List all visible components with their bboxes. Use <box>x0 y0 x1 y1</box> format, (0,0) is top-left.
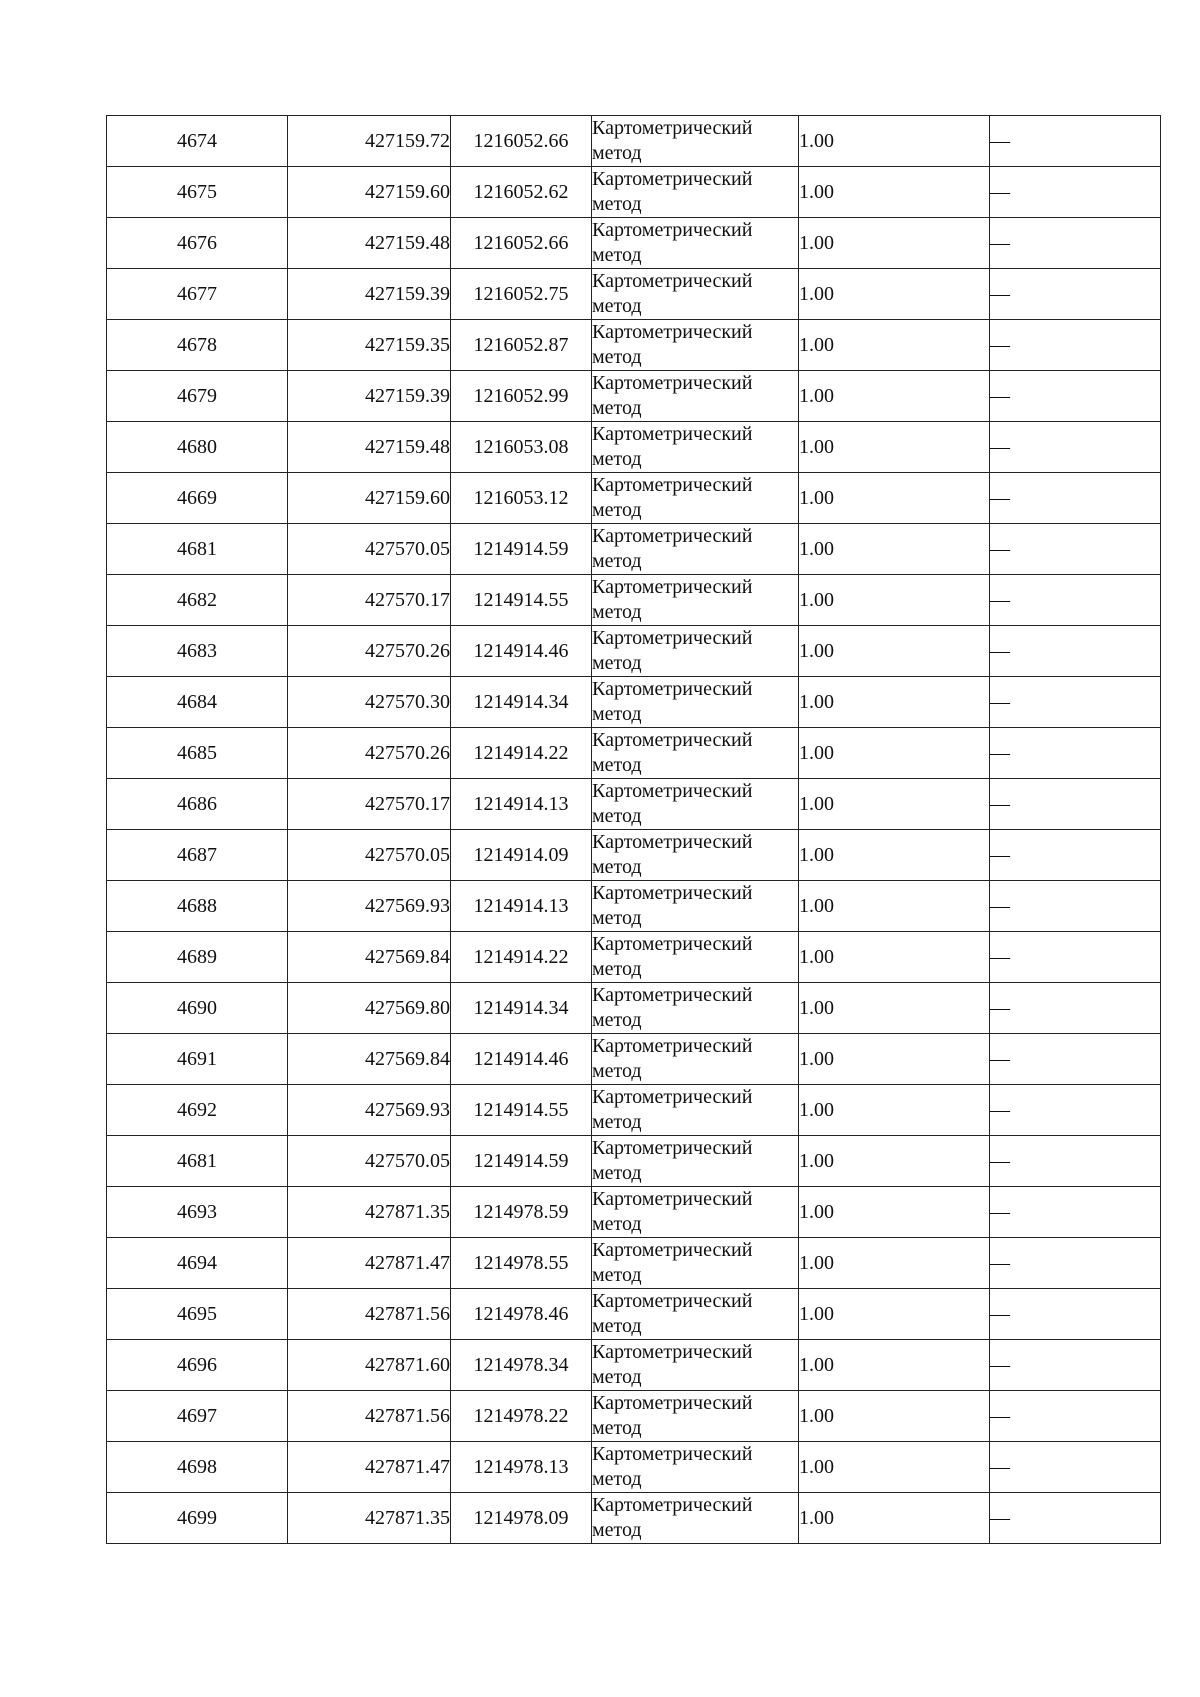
point-number-cell: 4682 <box>107 575 288 626</box>
accuracy-cell: 1.00 <box>799 524 990 575</box>
method-label-line1: Картометрический <box>592 1086 753 1108</box>
method-cell <box>592 1187 799 1238</box>
accuracy-cell: 1.00 <box>799 473 990 524</box>
point-number-cell: 4677 <box>107 269 288 320</box>
method-label-line2: метод <box>592 907 642 929</box>
point-number-cell: 4695 <box>107 1289 288 1340</box>
x-coordinate-cell: 427569.93 <box>288 1085 451 1136</box>
x-coordinate-cell: 427570.05 <box>288 1136 451 1187</box>
accuracy-cell: 1.00 <box>799 1289 990 1340</box>
point-number-cell: 4698 <box>107 1442 288 1493</box>
table-row <box>107 1187 1161 1238</box>
accuracy-cell: 1.00 <box>799 320 990 371</box>
method-label-line2: метод <box>592 1264 642 1286</box>
description-cell: — <box>990 728 1161 779</box>
description-cell: — <box>990 575 1161 626</box>
y-coordinate-cell: 1216052.66 <box>451 218 592 269</box>
point-number-cell: 4691 <box>107 1034 288 1085</box>
method-label-line2: метод <box>592 397 642 419</box>
method-label-line2: метод <box>592 1060 642 1082</box>
x-coordinate-cell: 427570.26 <box>288 728 451 779</box>
description-cell: — <box>990 473 1161 524</box>
method-label-line2: метод <box>592 1519 642 1541</box>
method-cell <box>592 1238 799 1289</box>
x-coordinate-cell: 427159.60 <box>288 167 451 218</box>
x-coordinate-cell: 427570.05 <box>288 524 451 575</box>
accuracy-cell: 1.00 <box>799 371 990 422</box>
method-label-line1: Картометрический <box>592 525 753 547</box>
method-label-line1: Картометрический <box>592 1035 753 1057</box>
method-cell <box>592 1442 799 1493</box>
accuracy-cell: 1.00 <box>799 575 990 626</box>
x-coordinate-cell: 427159.39 <box>288 371 451 422</box>
method-label-line2: метод <box>592 1213 642 1235</box>
description-cell: — <box>990 626 1161 677</box>
description-cell: — <box>990 1238 1161 1289</box>
accuracy-cell: 1.00 <box>799 830 990 881</box>
description-cell: — <box>990 218 1161 269</box>
method-cell <box>592 371 799 422</box>
method-label-line2: метод <box>592 754 642 776</box>
x-coordinate-cell: 427569.93 <box>288 881 451 932</box>
y-coordinate-cell: 1214978.13 <box>451 1442 592 1493</box>
table-row <box>107 320 1161 371</box>
x-coordinate-cell: 427570.30 <box>288 677 451 728</box>
accuracy-cell: 1.00 <box>799 167 990 218</box>
description-cell: — <box>990 1340 1161 1391</box>
table-row <box>107 575 1161 626</box>
y-coordinate-cell: 1214914.22 <box>451 728 592 779</box>
table-row <box>107 1136 1161 1187</box>
method-label-line2: метод <box>592 193 642 215</box>
x-coordinate-cell: 427871.47 <box>288 1238 451 1289</box>
y-coordinate-cell: 1216053.12 <box>451 473 592 524</box>
method-cell <box>592 779 799 830</box>
table-row <box>107 167 1161 218</box>
description-cell: — <box>990 1493 1161 1544</box>
method-label-line2: метод <box>592 1111 642 1133</box>
method-label-line1: Картометрический <box>592 1188 753 1210</box>
description-cell: — <box>990 1289 1161 1340</box>
method-cell <box>592 677 799 728</box>
method-label-line1: Картометрический <box>592 117 753 139</box>
table-row <box>107 1391 1161 1442</box>
method-cell <box>592 932 799 983</box>
table-row <box>107 983 1161 1034</box>
method-label-line1: Картометрический <box>592 219 753 241</box>
accuracy-cell: 1.00 <box>799 779 990 830</box>
x-coordinate-cell: 427159.48 <box>288 218 451 269</box>
accuracy-cell: 1.00 <box>799 1442 990 1493</box>
y-coordinate-cell: 1214978.09 <box>451 1493 592 1544</box>
accuracy-cell: 1.00 <box>799 1493 990 1544</box>
method-label-line2: метод <box>592 550 642 572</box>
table-row <box>107 473 1161 524</box>
point-number-cell: 4678 <box>107 320 288 371</box>
method-label-line1: Картометрический <box>592 1137 753 1159</box>
x-coordinate-cell: 427569.84 <box>288 932 451 983</box>
method-cell <box>592 1391 799 1442</box>
method-label-line1: Картометрический <box>592 576 753 598</box>
description-cell: — <box>990 932 1161 983</box>
method-label-line2: метод <box>592 1366 642 1388</box>
method-label-line1: Картометрический <box>592 1290 753 1312</box>
point-number-cell: 4684 <box>107 677 288 728</box>
point-number-cell: 4674 <box>107 116 288 167</box>
point-number-cell: 4681 <box>107 524 288 575</box>
x-coordinate-cell: 427871.35 <box>288 1187 451 1238</box>
method-label-line1: Картометрический <box>592 729 753 751</box>
method-label-line1: Картометрический <box>592 1239 753 1261</box>
method-label-line2: метод <box>592 703 642 725</box>
method-cell <box>592 1493 799 1544</box>
method-cell <box>592 116 799 167</box>
method-cell <box>592 269 799 320</box>
coordinates-table-body <box>107 116 1161 1544</box>
method-cell <box>592 1289 799 1340</box>
point-number-cell: 4696 <box>107 1340 288 1391</box>
y-coordinate-cell: 1214978.22 <box>451 1391 592 1442</box>
x-coordinate-cell: 427159.35 <box>288 320 451 371</box>
coordinates-table <box>106 115 1161 1544</box>
accuracy-cell: 1.00 <box>799 422 990 473</box>
table-row <box>107 881 1161 932</box>
method-label-line2: метод <box>592 958 642 980</box>
method-label-line1: Картометрический <box>592 882 753 904</box>
description-cell: — <box>990 1187 1161 1238</box>
table-row <box>107 1442 1161 1493</box>
table-row <box>107 524 1161 575</box>
x-coordinate-cell: 427871.60 <box>288 1340 451 1391</box>
x-coordinate-cell: 427871.56 <box>288 1289 451 1340</box>
table-row <box>107 1493 1161 1544</box>
point-number-cell: 4669 <box>107 473 288 524</box>
x-coordinate-cell: 427159.72 <box>288 116 451 167</box>
method-cell <box>592 575 799 626</box>
x-coordinate-cell: 427570.05 <box>288 830 451 881</box>
accuracy-cell: 1.00 <box>799 1136 990 1187</box>
point-number-cell: 4683 <box>107 626 288 677</box>
method-label-line1: Картометрический <box>592 933 753 955</box>
accuracy-cell: 1.00 <box>799 218 990 269</box>
accuracy-cell: 1.00 <box>799 1340 990 1391</box>
x-coordinate-cell: 427871.35 <box>288 1493 451 1544</box>
accuracy-cell: 1.00 <box>799 1034 990 1085</box>
method-cell <box>592 1340 799 1391</box>
point-number-cell: 4687 <box>107 830 288 881</box>
table-row <box>107 1034 1161 1085</box>
y-coordinate-cell: 1214978.59 <box>451 1187 592 1238</box>
y-coordinate-cell: 1214914.13 <box>451 881 592 932</box>
method-cell <box>592 626 799 677</box>
accuracy-cell: 1.00 <box>799 1187 990 1238</box>
method-label-line2: метод <box>592 805 642 827</box>
y-coordinate-cell: 1216052.75 <box>451 269 592 320</box>
method-label-line1: Картометрический <box>592 321 753 343</box>
accuracy-cell: 1.00 <box>799 116 990 167</box>
table-row <box>107 218 1161 269</box>
accuracy-cell: 1.00 <box>799 1085 990 1136</box>
point-number-cell: 4688 <box>107 881 288 932</box>
description-cell: — <box>990 1391 1161 1442</box>
y-coordinate-cell: 1214914.34 <box>451 983 592 1034</box>
method-label-line2: метод <box>592 346 642 368</box>
table-row <box>107 269 1161 320</box>
point-number-cell: 4676 <box>107 218 288 269</box>
description-cell: — <box>990 524 1161 575</box>
description-cell: — <box>990 677 1161 728</box>
method-cell <box>592 728 799 779</box>
method-cell <box>592 218 799 269</box>
y-coordinate-cell: 1214914.55 <box>451 1085 592 1136</box>
y-coordinate-cell: 1214978.55 <box>451 1238 592 1289</box>
y-coordinate-cell: 1216052.87 <box>451 320 592 371</box>
accuracy-cell: 1.00 <box>799 983 990 1034</box>
method-cell <box>592 830 799 881</box>
description-cell: — <box>990 371 1161 422</box>
x-coordinate-cell: 427570.17 <box>288 779 451 830</box>
x-coordinate-cell: 427569.84 <box>288 1034 451 1085</box>
description-cell: — <box>990 320 1161 371</box>
y-coordinate-cell: 1214914.46 <box>451 626 592 677</box>
y-coordinate-cell: 1216053.08 <box>451 422 592 473</box>
y-coordinate-cell: 1214978.34 <box>451 1340 592 1391</box>
method-label-line2: метод <box>592 1009 642 1031</box>
description-cell: — <box>990 269 1161 320</box>
x-coordinate-cell: 427569.80 <box>288 983 451 1034</box>
method-cell <box>592 422 799 473</box>
method-label-line1: Картометрический <box>592 1494 753 1516</box>
method-label-line2: метод <box>592 295 642 317</box>
description-cell: — <box>990 779 1161 830</box>
y-coordinate-cell: 1214914.34 <box>451 677 592 728</box>
point-number-cell: 4697 <box>107 1391 288 1442</box>
accuracy-cell: 1.00 <box>799 728 990 779</box>
description-cell: — <box>990 1136 1161 1187</box>
y-coordinate-cell: 1214914.46 <box>451 1034 592 1085</box>
accuracy-cell: 1.00 <box>799 1391 990 1442</box>
method-cell <box>592 320 799 371</box>
table-row <box>107 932 1161 983</box>
method-label-line1: Картометрический <box>592 423 753 445</box>
table-row <box>107 779 1161 830</box>
description-cell: — <box>990 983 1161 1034</box>
method-cell <box>592 983 799 1034</box>
table-row <box>107 677 1161 728</box>
table-row <box>107 830 1161 881</box>
method-label-line2: метод <box>592 142 642 164</box>
method-label-line1: Картометрический <box>592 831 753 853</box>
method-cell <box>592 1136 799 1187</box>
method-label-line2: метод <box>592 448 642 470</box>
y-coordinate-cell: 1214914.59 <box>451 1136 592 1187</box>
x-coordinate-cell: 427871.47 <box>288 1442 451 1493</box>
x-coordinate-cell: 427570.26 <box>288 626 451 677</box>
point-number-cell: 4685 <box>107 728 288 779</box>
point-number-cell: 4680 <box>107 422 288 473</box>
point-number-cell: 4692 <box>107 1085 288 1136</box>
method-cell <box>592 473 799 524</box>
method-cell <box>592 1085 799 1136</box>
accuracy-cell: 1.00 <box>799 881 990 932</box>
method-label-line1: Картометрический <box>592 1341 753 1363</box>
method-label-line2: метод <box>592 244 642 266</box>
method-label-line1: Картометрический <box>592 1392 753 1414</box>
x-coordinate-cell: 427570.17 <box>288 575 451 626</box>
x-coordinate-cell: 427159.39 <box>288 269 451 320</box>
point-number-cell: 4675 <box>107 167 288 218</box>
description-cell: — <box>990 1442 1161 1493</box>
method-label-line1: Картометрический <box>592 168 753 190</box>
method-label-line2: метод <box>592 601 642 623</box>
description-cell: — <box>990 167 1161 218</box>
y-coordinate-cell: 1214914.59 <box>451 524 592 575</box>
point-number-cell: 4694 <box>107 1238 288 1289</box>
y-coordinate-cell: 1216052.99 <box>451 371 592 422</box>
method-label-line2: метод <box>592 1417 642 1439</box>
point-number-cell: 4681 <box>107 1136 288 1187</box>
method-label-line1: Картометрический <box>592 627 753 649</box>
method-label-line1: Картометрический <box>592 780 753 802</box>
accuracy-cell: 1.00 <box>799 932 990 983</box>
y-coordinate-cell: 1216052.66 <box>451 116 592 167</box>
method-label-line1: Картометрический <box>592 474 753 496</box>
method-label-line1: Картометрический <box>592 372 753 394</box>
point-number-cell: 4693 <box>107 1187 288 1238</box>
y-coordinate-cell: 1214914.09 <box>451 830 592 881</box>
method-label-line2: метод <box>592 1315 642 1337</box>
method-label-line1: Картометрический <box>592 984 753 1006</box>
table-row <box>107 1340 1161 1391</box>
point-number-cell: 4689 <box>107 932 288 983</box>
description-cell: — <box>990 1034 1161 1085</box>
point-number-cell: 4699 <box>107 1493 288 1544</box>
method-label-line2: метод <box>592 856 642 878</box>
y-coordinate-cell: 1214914.55 <box>451 575 592 626</box>
accuracy-cell: 1.00 <box>799 1238 990 1289</box>
table-row <box>107 371 1161 422</box>
method-label-line1: Картометрический <box>592 678 753 700</box>
table-row <box>107 728 1161 779</box>
table-row <box>107 422 1161 473</box>
point-number-cell: 4679 <box>107 371 288 422</box>
method-label-line2: метод <box>592 1468 642 1490</box>
description-cell: — <box>990 1085 1161 1136</box>
method-label-line1: Картометрический <box>592 270 753 292</box>
method-cell <box>592 167 799 218</box>
y-coordinate-cell: 1216052.62 <box>451 167 592 218</box>
point-number-cell: 4686 <box>107 779 288 830</box>
table-row <box>107 626 1161 677</box>
table-row <box>107 1289 1161 1340</box>
accuracy-cell: 1.00 <box>799 626 990 677</box>
x-coordinate-cell: 427159.60 <box>288 473 451 524</box>
point-number-cell: 4690 <box>107 983 288 1034</box>
method-label-line2: метод <box>592 652 642 674</box>
x-coordinate-cell: 427159.48 <box>288 422 451 473</box>
description-cell: — <box>990 830 1161 881</box>
method-label-line2: метод <box>592 1162 642 1184</box>
method-cell <box>592 881 799 932</box>
method-cell <box>592 1034 799 1085</box>
description-cell: — <box>990 116 1161 167</box>
y-coordinate-cell: 1214914.13 <box>451 779 592 830</box>
accuracy-cell: 1.00 <box>799 677 990 728</box>
x-coordinate-cell: 427871.56 <box>288 1391 451 1442</box>
table-row <box>107 1085 1161 1136</box>
accuracy-cell: 1.00 <box>799 269 990 320</box>
table-row <box>107 1238 1161 1289</box>
description-cell: — <box>990 422 1161 473</box>
y-coordinate-cell: 1214978.46 <box>451 1289 592 1340</box>
table-row <box>107 116 1161 167</box>
y-coordinate-cell: 1214914.22 <box>451 932 592 983</box>
method-label-line2: метод <box>592 499 642 521</box>
method-cell <box>592 524 799 575</box>
description-cell: — <box>990 881 1161 932</box>
method-label-line1: Картометрический <box>592 1443 753 1465</box>
